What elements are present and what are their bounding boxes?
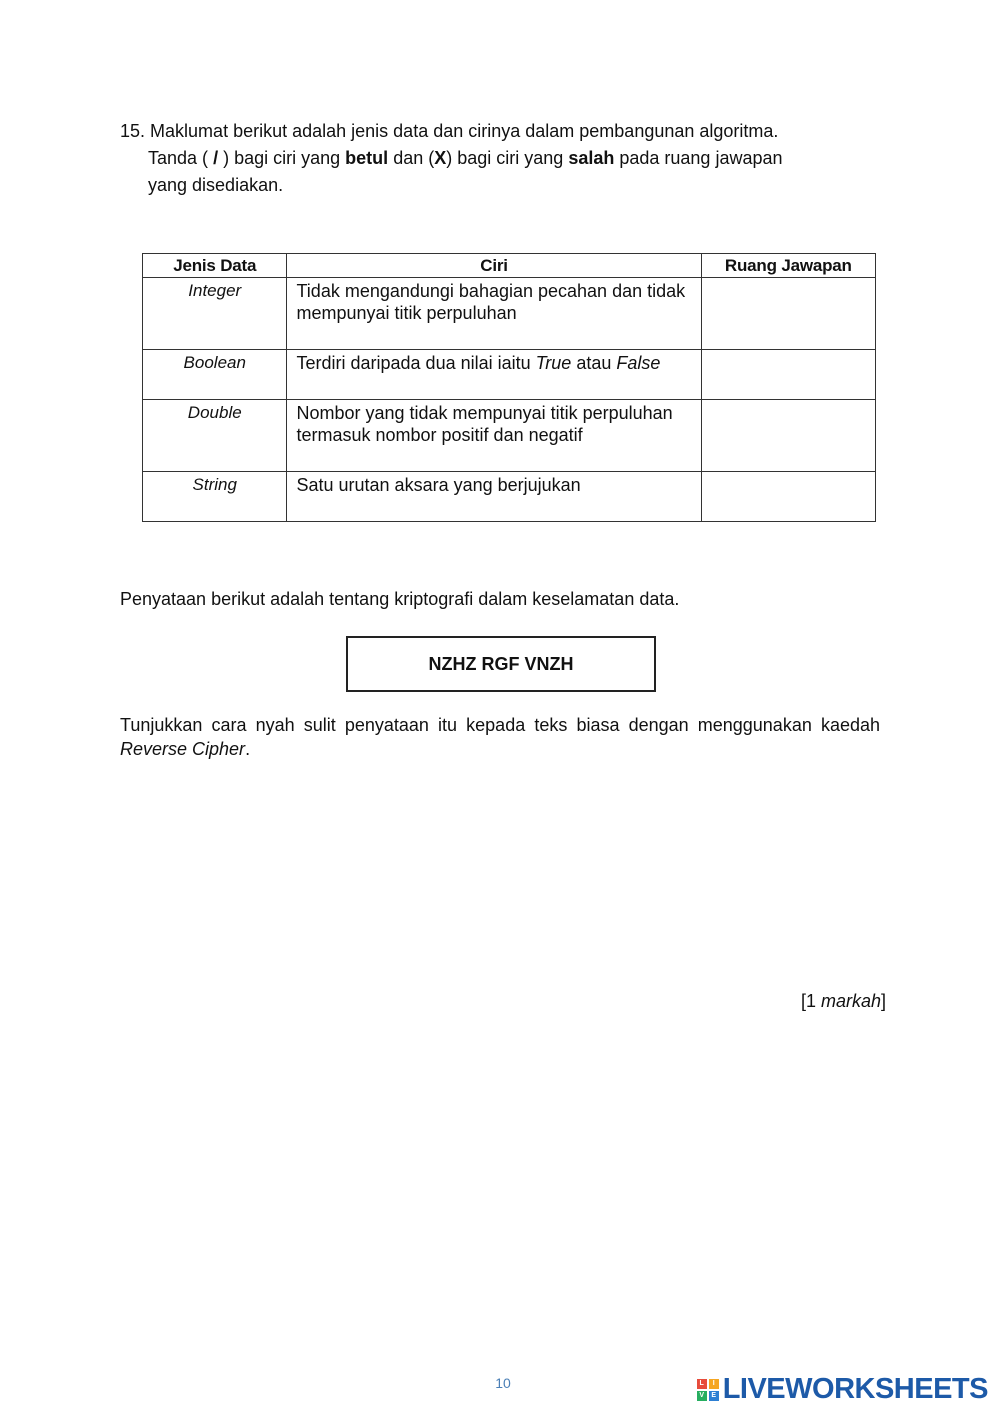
question-line-1: 15. Maklumat berikut adalah jenis data dan cirinya dalam pembangunan algoritma. bbox=[120, 121, 779, 141]
table-row bbox=[143, 400, 876, 472]
ciri-cell: Satu urutan aksara yang berjujukan bbox=[287, 472, 701, 522]
tick-symbol: / bbox=[213, 148, 219, 168]
instruction-text: Tunjukkan cara nyah sulit penyataan itu kepada teks biasa dengan menggunakan kaedah Reverse Cipher. bbox=[120, 715, 880, 759]
brand-name: LIVEWORKSHEETS bbox=[722, 1373, 988, 1405]
question-line-3: yang disediakan. bbox=[148, 175, 284, 195]
salah-word: salah bbox=[568, 148, 615, 168]
betul-word: betul bbox=[345, 148, 389, 168]
table-header-row bbox=[143, 254, 876, 278]
logo-grid-icon: L I V E bbox=[697, 1379, 719, 1401]
jenis-cell: Integer bbox=[143, 278, 287, 350]
header-jenis-data: Jenis Data bbox=[143, 254, 287, 278]
ciri-cell: Tidak mengandungi bahagian pecahan dan tidak mempunyai titik perpuluhan bbox=[287, 278, 701, 350]
liveworksheets-logo bbox=[697, 1373, 988, 1406]
jenis-cell: Double bbox=[143, 400, 287, 472]
method-name: Reverse Cipher bbox=[120, 739, 246, 759]
cipher-text-box bbox=[346, 636, 656, 692]
question-line-2: Tanda ( / ) bagi ciri yang betul dan (X) bagi ciri yang salah pada ruang jawapan bbox=[148, 148, 783, 168]
page-number: 10 bbox=[495, 1375, 511, 1391]
jenis-cell: String bbox=[143, 472, 287, 522]
marks-label: [1 markah] bbox=[800, 991, 886, 1011]
table-row bbox=[143, 278, 876, 350]
header-ciri: Ciri bbox=[287, 254, 701, 278]
answer-cell[interactable] bbox=[701, 472, 875, 522]
table-row bbox=[143, 472, 876, 522]
answer-cell[interactable] bbox=[701, 350, 875, 400]
ciri-cell: Terdiri daripada dua nilai iaitu True atau False bbox=[287, 350, 701, 400]
answer-cell[interactable] bbox=[701, 278, 875, 350]
answer-cell[interactable] bbox=[701, 400, 875, 472]
question-text bbox=[120, 118, 880, 199]
data-type-table bbox=[142, 253, 876, 522]
cipher-text: NZHZ RGF VNZH bbox=[428, 653, 574, 674]
question-number: 15. bbox=[120, 121, 146, 141]
cross-symbol: X bbox=[434, 148, 447, 168]
table-row bbox=[143, 350, 876, 400]
cryptography-statement: Penyataan berikut adalah tentang kriptografi dalam keselamatan data. bbox=[120, 589, 680, 609]
ciri-cell: Nombor yang tidak mempunyai titik perpuluhan termasuk nombor positif dan negatif bbox=[287, 400, 701, 472]
header-ruang-jawapan: Ruang Jawapan bbox=[701, 254, 875, 278]
jenis-cell: Boolean bbox=[143, 350, 287, 400]
